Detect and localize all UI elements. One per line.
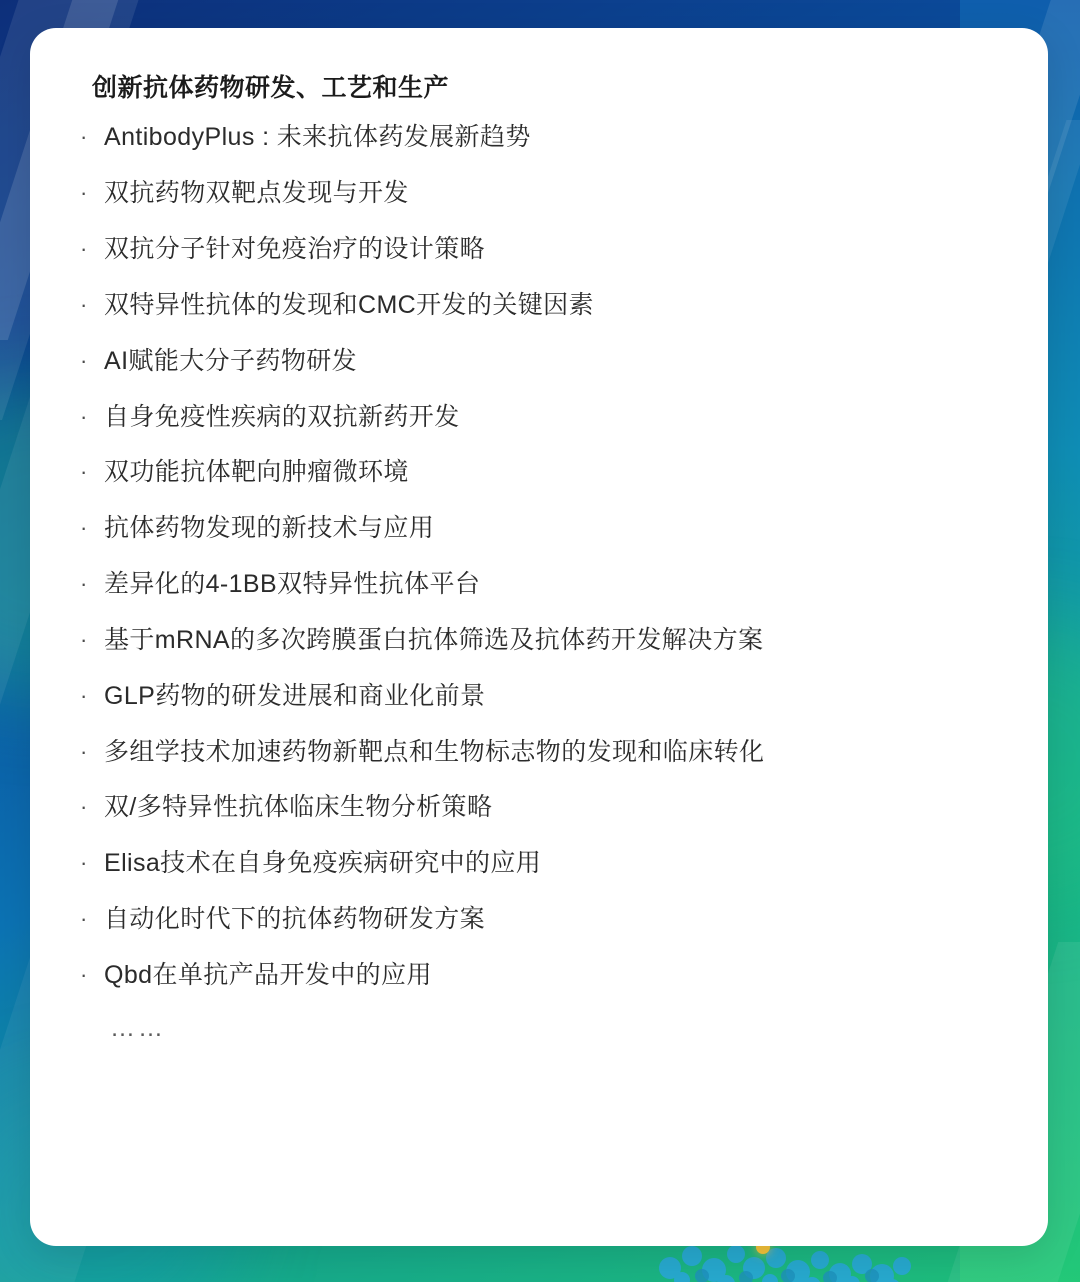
list-item-label: AntibodyPlus : 未来抗体药发展新趋势 [104, 123, 531, 152]
bullet-icon: · [80, 738, 88, 764]
list-item-label: 多组学技术加速药物新靶点和生物标志物的发现和临床转化 [104, 737, 765, 766]
list-item [74, 780, 1004, 836]
content-card [30, 28, 1048, 1246]
list-item [74, 557, 1004, 613]
bullet-icon: · [80, 571, 88, 597]
list-item [74, 333, 1004, 389]
topic-list [74, 110, 1004, 1004]
list-item-label: GLP药物的研发进展和商业化前景 [104, 681, 486, 710]
bullet-icon: · [80, 291, 88, 317]
list-item [74, 166, 1004, 222]
bullet-icon: · [80, 459, 88, 485]
bullet-icon: · [80, 850, 88, 876]
list-item [74, 501, 1004, 557]
bullet-icon: · [80, 347, 88, 373]
list-item-label: Elisa技术在自身免疫疾病研究中的应用 [104, 849, 542, 878]
bullet-icon: · [80, 961, 88, 987]
bullet-icon: · [80, 180, 88, 206]
list-item [74, 110, 1004, 166]
bullet-icon: · [80, 515, 88, 541]
bullet-icon: · [80, 235, 88, 261]
list-item-label: AI赋能大分子药物研发 [104, 346, 358, 375]
list-item [74, 613, 1004, 669]
list-item-label: 双特异性抗体的发现和CMC开发的关键因素 [104, 290, 594, 319]
list-item-label: 自身免疫性疾病的双抗新药开发 [104, 402, 460, 431]
list-item-label: 双抗分子针对免疫治疗的设计策略 [104, 234, 486, 263]
list-item [74, 668, 1004, 724]
list-item-label: Qbd在单抗产品开发中的应用 [104, 960, 432, 989]
list-item-label: 自动化时代下的抗体药物研发方案 [104, 905, 486, 934]
list-item-label: 基于mRNA的多次跨膜蛋白抗体筛选及抗体药开发解决方案 [104, 625, 764, 654]
list-item [74, 389, 1004, 445]
list-item [74, 724, 1004, 780]
list-item [74, 278, 1004, 334]
list-item [74, 892, 1004, 948]
page-title: 创新抗体药物研发、工艺和生产 [92, 74, 450, 102]
bullet-icon: · [80, 906, 88, 932]
list-item-label: 双抗药物双靶点发现与开发 [104, 179, 409, 208]
list-item-label: 双/多特异性抗体临床生物分析策略 [104, 793, 493, 822]
list-item [74, 836, 1004, 892]
list-item [74, 222, 1004, 278]
list-item [74, 445, 1004, 501]
list-item-label: 双功能抗体靶向肿瘤微环境 [104, 458, 409, 487]
list-item-label: 抗体药物发现的新技术与应用 [104, 514, 435, 543]
bullet-icon: · [80, 794, 88, 820]
list-item [74, 948, 1004, 1004]
bullet-icon: · [80, 682, 88, 708]
bullet-icon: · [80, 124, 88, 150]
bullet-icon: · [80, 403, 88, 429]
continuation-ellipsis: …… [110, 1013, 166, 1042]
bullet-icon: · [80, 626, 88, 652]
list-item-label: 差异化的4-1BB双特异性抗体平台 [104, 570, 481, 599]
